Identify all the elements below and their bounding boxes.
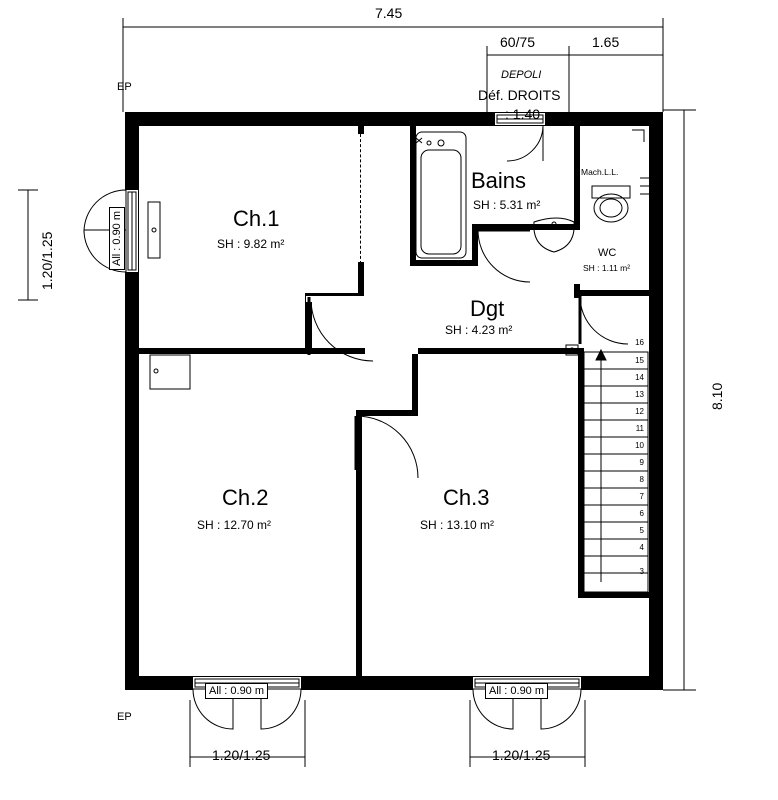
left-door-width-label: All : 0.90 m bbox=[108, 207, 124, 270]
def-height-note: : 1.40 bbox=[505, 106, 541, 122]
stair-step-8: 8 bbox=[639, 475, 644, 484]
bottom-left-dim-label: 1.20/1.25 bbox=[212, 747, 271, 763]
stair-step-7: 7 bbox=[639, 492, 644, 501]
room-label-wc: WC bbox=[598, 247, 617, 259]
bottom-right-door-label: All : 0.90 m bbox=[485, 682, 548, 698]
appliance-label-washer: Mach.L.L. bbox=[581, 167, 619, 177]
room-label-ch1: Ch.1 bbox=[233, 206, 280, 231]
stair-step-6: 6 bbox=[639, 509, 644, 518]
stair-step-14: 14 bbox=[635, 373, 644, 382]
bottom-right-dim-label: 1.20/1.25 bbox=[492, 747, 551, 763]
def-droits-note: Déf. DROITS bbox=[478, 87, 561, 103]
room-area-ch2: SH : 12.70 m² bbox=[197, 518, 272, 532]
bathroom-window-dim-label: 60/75 bbox=[500, 34, 536, 50]
stair-step-16: 16 bbox=[635, 338, 644, 347]
bottom-left-door-label: All : 0.90 m bbox=[205, 682, 268, 698]
stair-step-13: 13 bbox=[635, 390, 644, 399]
room-area-ch1: SH : 9.82 m² bbox=[217, 237, 285, 251]
ep-bottom-label: EP bbox=[117, 711, 132, 723]
room-area-dgt: SH : 4.23 m² bbox=[445, 323, 513, 337]
overall-height-label: 8.10 bbox=[709, 382, 725, 410]
stair-step-9: 9 bbox=[639, 458, 644, 467]
stair-step-15: 15 bbox=[635, 356, 644, 365]
stair-step-4: 4 bbox=[639, 543, 644, 552]
room-label-ch2: Ch.2 bbox=[222, 485, 269, 510]
left-window-dim-label: 1.20/1.25 bbox=[39, 231, 55, 290]
stair-step-11: 11 bbox=[635, 424, 644, 433]
room-area-bains: SH : 5.31 m² bbox=[473, 198, 541, 212]
overall-width-label: 7.45 bbox=[375, 5, 403, 21]
room-label-dgt: Dgt bbox=[470, 296, 505, 321]
depoli-note: DEPOLI bbox=[501, 69, 542, 81]
room-area-wc: SH : 1.11 m² bbox=[583, 263, 631, 273]
right-segment-dim-label: 1.65 bbox=[592, 34, 620, 50]
room-area-ch3: SH : 13.10 m² bbox=[420, 518, 495, 532]
stair-step-5: 5 bbox=[639, 526, 644, 535]
stair-step-10: 10 bbox=[635, 441, 644, 450]
stair-step-12: 12 bbox=[635, 407, 644, 416]
ep-top-label: EP bbox=[117, 81, 132, 93]
room-label-bains: Bains bbox=[471, 168, 527, 193]
room-label-ch3: Ch.3 bbox=[443, 485, 490, 510]
stair-step-3: 3 bbox=[639, 567, 644, 576]
